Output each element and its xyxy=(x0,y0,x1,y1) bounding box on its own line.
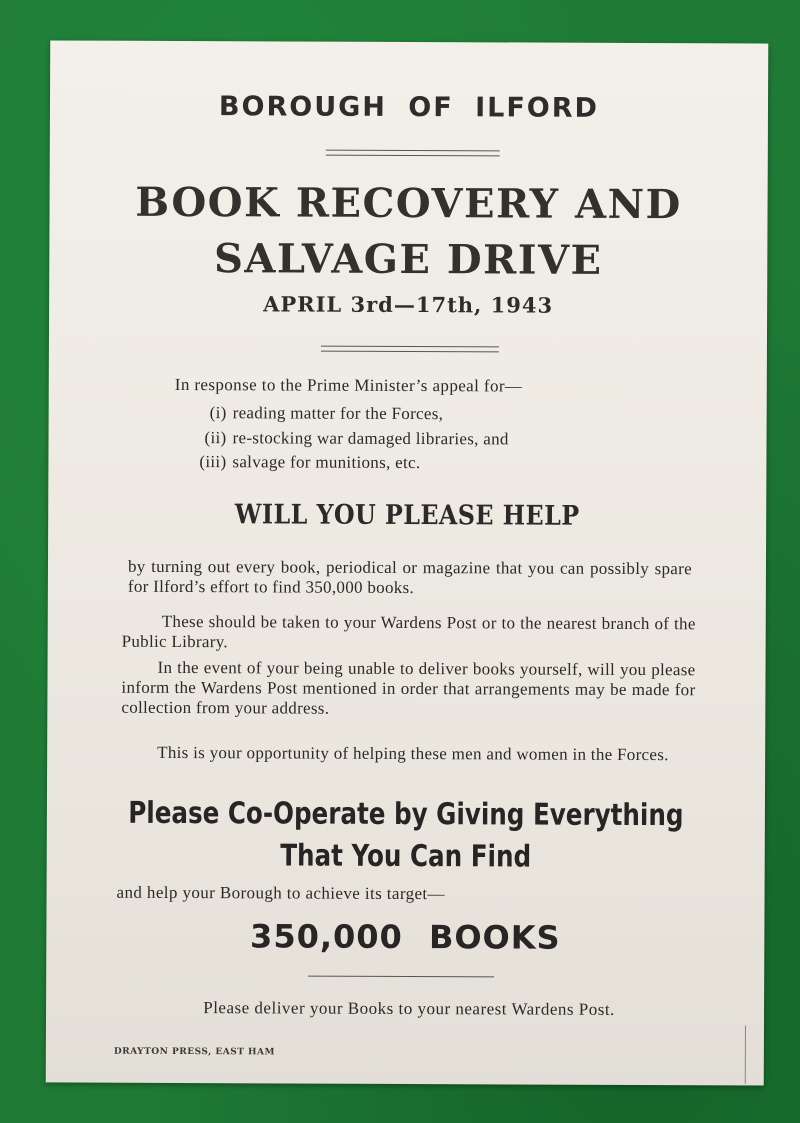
list-item xyxy=(186,426,508,452)
list-item-number: (ii) xyxy=(204,427,227,447)
appeal-list xyxy=(186,401,509,476)
appeal-intro: In response to the Prime Minister’s appeal for— xyxy=(174,374,523,396)
target-text: and help your Borough to achieve its target— xyxy=(116,882,446,904)
poster-sheet xyxy=(46,40,769,1085)
drive-dates: APRIL 3rd—17th, 1943 xyxy=(263,291,554,318)
title-line-1: BOOK RECOVERY AND xyxy=(135,178,682,229)
cooperate-heading xyxy=(111,793,700,880)
deliver-instruction: Please deliver your Books to your nearest Wardens Post. xyxy=(203,998,615,1019)
list-item-text: reading matter for the Forces, xyxy=(232,403,444,424)
cooperate-line-2: That You Can Find xyxy=(280,838,532,875)
list-item-text: salvage for munitions, etc. xyxy=(232,452,421,473)
help-heading: WILL YOU PLEASE HELP xyxy=(234,499,580,532)
poster-title xyxy=(49,174,767,289)
double-rule-divider xyxy=(326,150,500,157)
list-item xyxy=(187,401,509,427)
printer-imprint: DRAYTON PRESS, EAST HAM xyxy=(113,1046,276,1058)
list-item-text: re-stocking war damaged libraries, and xyxy=(232,427,509,448)
target-number: 350,000 BOOKS xyxy=(250,917,561,957)
paragraph-deliver-location: These should be taken to your Wardens Post or to the nearest branch of the Public Library. xyxy=(121,611,696,652)
cooperate-line-1: Please Co-Operate by Giving Everything xyxy=(128,795,684,834)
paper-tear xyxy=(745,1025,746,1083)
borough-heading: BOROUGH OF ILFORD xyxy=(218,91,600,124)
paragraph-turn-out-books: by turning out every book, periodical or magazine that you can possibly spare for Ilford’s effort to find 350,000 books. xyxy=(127,556,693,598)
paragraph-opportunity: This is your opportunity of helping these men and women in the Forces. xyxy=(157,742,669,765)
list-item-number: (iii) xyxy=(199,452,227,472)
single-rule-divider xyxy=(308,976,494,978)
list-item-number: (i) xyxy=(209,403,227,423)
title-line-2: SALVAGE DRIVE xyxy=(213,235,603,284)
double-rule-divider xyxy=(321,346,499,353)
list-item xyxy=(186,450,508,476)
paragraph-collection: In the event of your being unable to deliver books yourself, will you please inform the Wardens Post mentioned in order that arrangements may be made for collection from your address. xyxy=(121,657,696,718)
